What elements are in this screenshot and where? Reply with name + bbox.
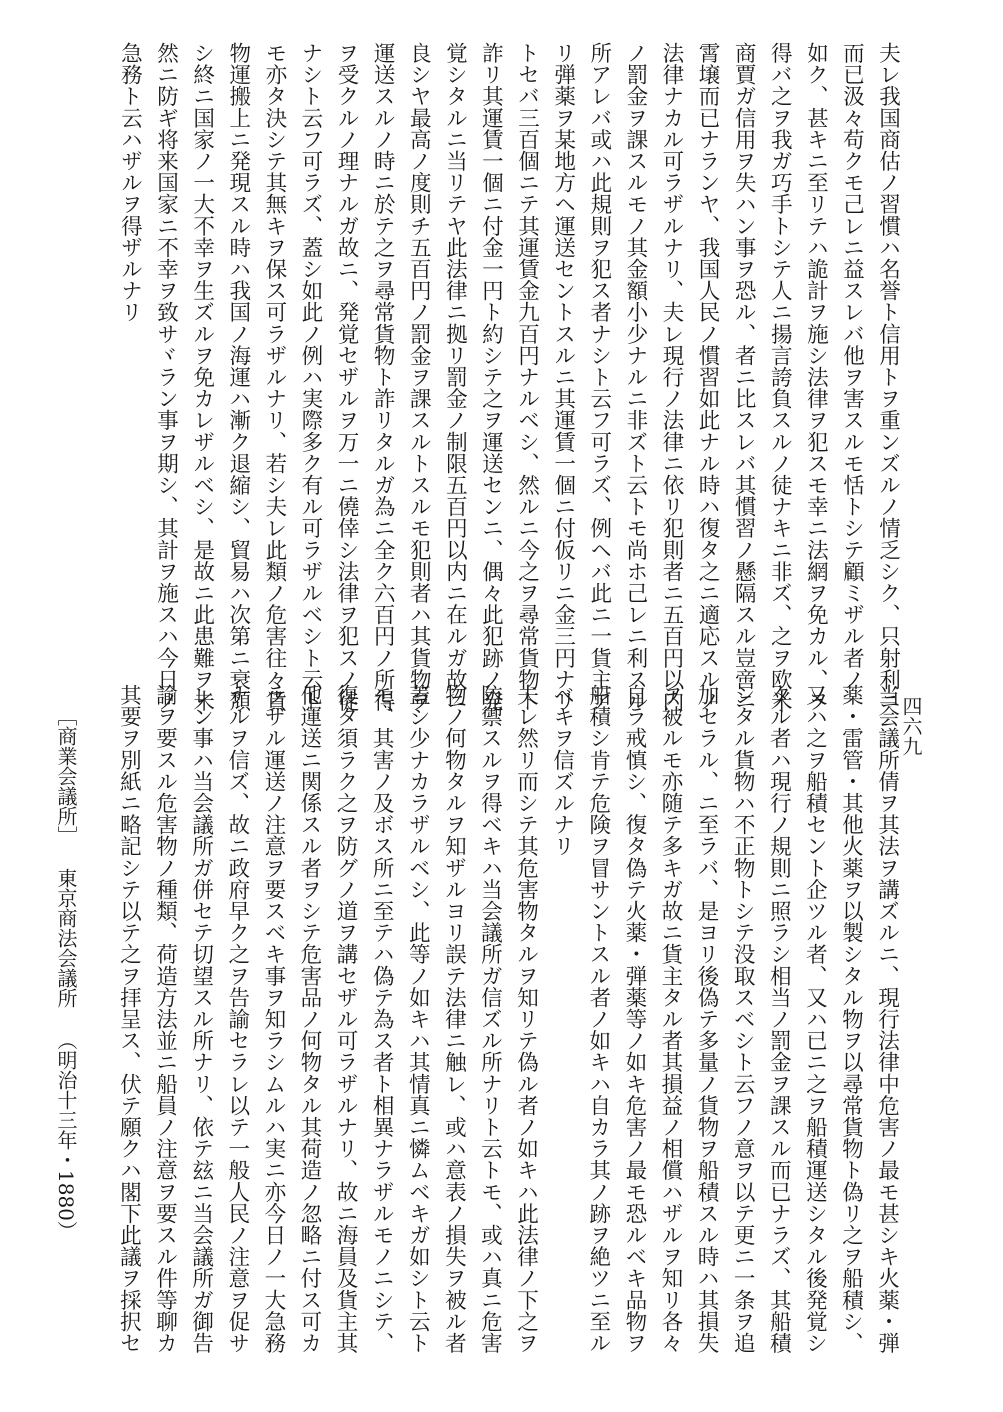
running-header-section: ［商業会議所］ (54, 706, 78, 846)
text-column: 然ニ防ギ将来国家ニ不幸ヲ致サヾラン事ヲ期シ、其計ヲ施スハ今日ノ (153, 42, 179, 712)
page-number: 四六九 (899, 696, 923, 756)
text-column: ヲ被ルモ亦随テ多キガ故ニ貨主タル者其損益ノ相償ハザルヲ知リ各々 (657, 684, 683, 1354)
text-column: ナルヲ信ズ、故ニ政府早ク之ヲ告諭セラレ以テ一般人民ノ注意ヲ促サ (224, 684, 250, 1354)
text-column: 船積シ肯テ危険ヲ冒サントスル者ノ如キハ自カラ其ノ跡ヲ絶ツニ至ル (585, 684, 611, 1354)
text-column: モ、其害ノ及ボス所ニ至テハ偽テ為ス者ト相異ナラザルモノニシテ、 (369, 684, 395, 1354)
text-column: 蓋シ少ナカラザルベシ、此等ノ如キハ其情真ニ憐ムベキガ如シト云ト (405, 684, 431, 1354)
text-column: 霄壌而已ナランヤ、我国人民ノ慣習如此ナル時ハ復タ之ニ適応スルノ (695, 42, 721, 712)
text-column: 夫レ然リ而シテ其危害物タルヲ知リテ偽ル者ノ如キハ此法律ノ下之ヲ (513, 684, 539, 1354)
text-column: 詐リ其運賃一個ニ付金一円ト約シテ之ヲ運送センニ、偶々此犯跡ノ発 (478, 42, 504, 712)
text-column: 加セラル、ニ至ラバ、是ヨリ後偽テ多量ノ貨物ヲ船積スル時ハ其損失 (694, 684, 720, 1354)
text-column: 急務ト云ハザルヲ得ザルナリ (117, 42, 143, 323)
text-column: 所アレバ或ハ此規則ヲ犯ス者ナシト云フ可ラズ、例ヘバ此ニ一貨主ア (586, 42, 612, 712)
running-header-date: （明治十三年・1880） (54, 1030, 78, 1241)
text-column: 商賈ガ信用ヲ失ハン事ヲ恐ル、者ニ比スレバ其慣習ノ懸隔スル豈啻ニ (731, 42, 757, 712)
text-column: リ弾薬ヲ某地方ヘ運送セントスルニ其運賃一個ニ付仮リニ金三円ナリ (550, 42, 576, 712)
text-column: ヲ受クルノ理ナルガ故ニ、発覚セザルヲ万一ニ僥倖シ法律ヲ犯スノ徒 (334, 42, 360, 712)
text-column: ラザル運送ノ注意ヲ要スベキ事ヲ知ラシムルハ実ニ亦今日ノ一大急務 (260, 684, 286, 1354)
text-column: 良シヤ最高ノ度則チ五百円ノ罰金ヲ課スルトスルモ犯則者ハ其貨物ヲ (406, 42, 432, 712)
text-column: ナシト云フ可ラズ、蓋シ如此ノ例ハ実際多ク有ル可ラザルベシト云ト (297, 42, 323, 712)
text-column: 法律ナカル可ラザルナリ、夫レ現行ノ法律ニ依リ犯則者ニ五百円以内 (658, 42, 684, 712)
running-header-org: 東京商法会議所 (54, 868, 78, 1008)
text-column: 他運送ニ関係スル者ヲシテ危害品ノ何物タル其荷造ノ忽略ニ付ス可カ (296, 684, 322, 1354)
text-column: シタル貨物ハ不正物トシテ没取スベシト云フノ意ヲ以テ更ニ一条ヲ追 (730, 684, 756, 1354)
text-column: 防禦スルヲ得ベキハ当会議所ガ信ズル所ナリト云トモ、或ハ真ニ危害 (477, 684, 503, 1354)
text-column: 諭ヲ要スル危害物ノ種類、荷造方法並ニ船員ノ注意ヲ要スル件等聊カ (152, 684, 178, 1354)
text-column: モ亦タ決シテ其無キヲ保ス可ラザルナリ、若シ夫レ此類ノ危害往々貨 (261, 42, 287, 712)
text-column: 運送スルノ時ニ於テ之ヲ尋常貨物ト詐リタルガ為ニ全ク六百円ノ所得 (370, 42, 396, 712)
running-header (56, 706, 76, 1241)
text-column: 薬・雷管・其他火薬ヲ以製シタル物ヲ以尋常貨物ト偽リ之ヲ船積シ、 (838, 684, 864, 1354)
text-column: 如ク、甚キニ至リテハ詭計ヲ施シ法律ヲ犯スモ幸ニ法網ヲ免カル、ヲ (803, 42, 829, 712)
text-column: レン事ハ当会議所ガ併セテ切望スル所ナリ、依テ玆ニ当会議所ガ御告 (188, 684, 214, 1354)
text-column: ベキヲ信ズルナリ (549, 684, 575, 857)
text-column: 復タ須ラク之ヲ防グノ道ヲ講セザル可ラザルナリ、故ニ海員及貨主其 (333, 684, 359, 1354)
text-column: 自ラ戒慎シ、復タ偽テ火薬・弾薬等ノ如キ危害ノ最モ恐ルベキ品物ヲ (621, 684, 647, 1354)
text-column: シ終ニ国家ノ一大不幸ヲ生ズルヲ免カレザルベシ、是故ニ此患難ヲ未 (189, 42, 215, 712)
text-column: 其要ヲ別紙ニ略記シテ以テ之ヲ拝呈ス、伏テ願クハ閣下此議ヲ採択セ (116, 684, 142, 1354)
text-column: 夫レ我国商估ノ習慣ハ名誉ト信用トヲ重ンズルノ情乏シク、只射利ニ (875, 42, 901, 712)
text-column: 又ハ之ヲ船積セント企ツル者、又ハ已ニ之ヲ船積運送シタル後発覚シ (802, 684, 828, 1354)
text-column: ノ罰金ヲ課スルモノ其金額小少ナルニ非ズト云トモ尚ホ己レニ利スル (622, 42, 648, 712)
text-column: 物ノ何物タルヲ知ザルヨリ誤テ法律ニ触レ、或ハ意表ノ損失ヲ被ル者 (441, 684, 467, 1354)
text-column: 物運搬上ニ発現スル時ハ我国ノ海運ハ漸ク退縮シ、貿易ハ次第ニ衰頽 (225, 42, 251, 712)
text-column: 当会議所倩ヲ其法ヲ講ズルニ、現行法律中危害ノ最モ甚シキ火薬・弾 (874, 684, 900, 1354)
text-column: タル者ハ現行ノ規則ニ照ラシ相当ノ罰金ヲ課スル而已ナラズ、其船積 (766, 684, 792, 1354)
text-column: トセバ三百個ニテ其運賃金九百円ナルベシ、然ルニ今之ヲ尋常貨物ト (514, 42, 540, 712)
text-column: 得バ之ヲ我ガ巧手トシテ人ニ揚言誇負スルノ徒ナキニ非ズ、之ヲ欧米 (767, 42, 793, 712)
text-column: 而已汲々苟クモ己レニ益スレバ他ヲ害スルモ恬トシテ顧ミザル者ノ (839, 42, 865, 690)
text-column: 覚シタルニ当リテヤ此法律ニ拠リ罰金ノ制限五百円以内ニ在ルガ故ニ (442, 42, 468, 712)
